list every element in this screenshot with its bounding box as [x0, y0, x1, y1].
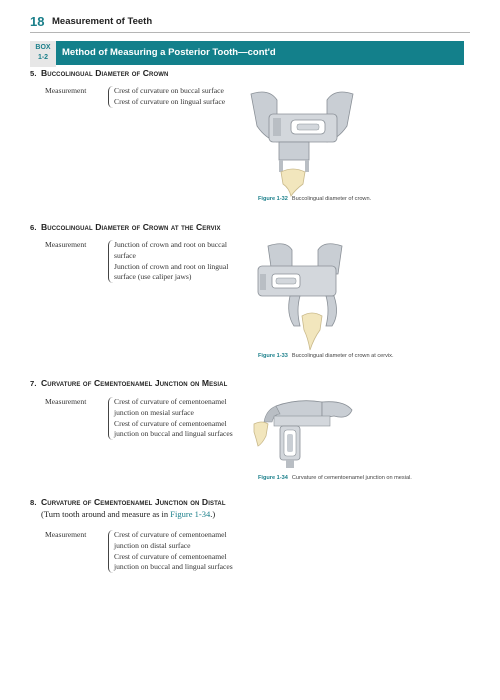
measurement-label: Measurement [45, 530, 87, 539]
box-label [30, 41, 56, 67]
note-prefix: (Turn tooth around and measure as in [41, 509, 171, 519]
measurement-line: junction on mesial surface [114, 407, 194, 417]
section-title: Buccolingual Diameter of Crown [41, 68, 169, 78]
page-number: 18 [30, 14, 45, 29]
measurement-line: Junction of crown and root on lingual [114, 261, 229, 271]
figure-label: Figure 1-32 [258, 196, 288, 202]
section-number: 5. [30, 69, 37, 78]
figure-1-32-caption [258, 196, 371, 202]
caption-text: Buccolingual diameter of crown. [291, 196, 372, 202]
measurement-line: surface (use caliper jaws) [114, 272, 192, 282]
section-title: Curvature of Cementoenamel Junction on Distal [41, 497, 226, 507]
section-number: 6. [30, 223, 37, 232]
measurement-line: Crest of curvature of cementoenamel [114, 530, 227, 539]
measurement-label: Measurement [45, 397, 87, 406]
measurement-line: Crest of curvature on lingual surface [114, 96, 226, 106]
caption-text: Curvature of cementoenamel junction on mesial. [291, 475, 412, 481]
caption-text: Buccolingual diameter of crown at cervix. [291, 353, 394, 359]
section-6-measurement-points [108, 240, 228, 283]
caliper-figure-1-33 [256, 240, 354, 352]
box-label-number: 1-2 [37, 54, 49, 61]
measurement-label: Measurement [45, 240, 87, 249]
measurement-line: Crest of curvature of cementoenamel [114, 418, 227, 428]
section-8-heading [30, 497, 226, 507]
figure-label: Figure 1-33 [258, 353, 288, 359]
box-title: Method of Measuring a Posterior Tooth—cont'd [56, 41, 464, 65]
section-number: 7. [30, 379, 37, 388]
caliper-figure-1-34 [252, 396, 360, 470]
measurement-line: surface [114, 250, 136, 260]
measurement-line: junction on buccal and lingual surfaces [114, 429, 233, 439]
measurement-line: Junction of crown and root on buccal [114, 240, 228, 249]
section-5-heading [30, 68, 168, 78]
measurement-line: Crest of curvature on buccal surface [114, 86, 224, 95]
section-7-measurement-points [108, 397, 233, 440]
figure-1-34-caption [258, 475, 412, 481]
box-label-word: BOX [35, 44, 51, 51]
section-7-heading [30, 378, 227, 388]
header-rule [30, 32, 470, 33]
measurement-line: junction on buccal and lingual surfaces [114, 562, 233, 572]
section-8-measurement-points [108, 530, 233, 573]
section-8-note [41, 509, 215, 519]
measurement-line: Crest of curvature of cementoenamel [114, 397, 227, 406]
section-title: Buccolingual Diameter of Crown at the Cervix [41, 222, 221, 232]
section-title: Curvature of Cementoenamel Junction on Mesial [41, 378, 228, 388]
measurement-line: Crest of curvature of cementoenamel [114, 551, 227, 561]
section-5-measurement-points [108, 86, 225, 108]
measurement-line: junction on distal surface [114, 540, 191, 550]
note-suffix: .) [210, 509, 216, 519]
section-6-heading [30, 222, 221, 232]
caliper-figure-1-32 [243, 86, 361, 198]
figure-1-33-caption [258, 353, 394, 359]
section-number: 8. [30, 498, 37, 507]
figure-1-34-link[interactable]: Figure 1-34 [170, 509, 211, 519]
running-title: Measurement of Teeth [52, 16, 153, 27]
figure-label: Figure 1-34 [258, 475, 288, 481]
measurement-label: Measurement [45, 86, 87, 95]
